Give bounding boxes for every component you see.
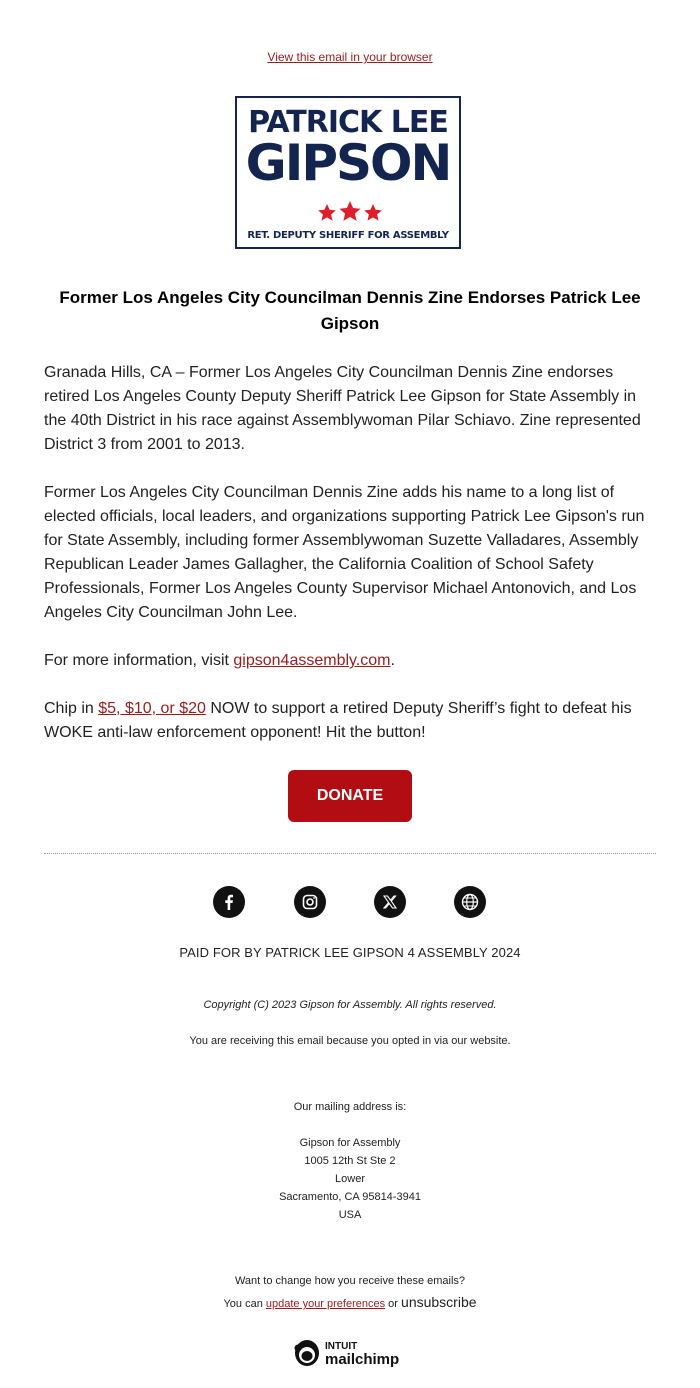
address-line: Sacramento, CA 95814-3941 xyxy=(279,1191,421,1203)
logo-line-2: GIPSON xyxy=(245,134,451,192)
facebook-icon[interactable] xyxy=(213,886,245,918)
unsubscribe-link[interactable]: unsubscribe xyxy=(401,1294,477,1310)
divider xyxy=(44,853,656,854)
mailing-address xyxy=(0,1134,700,1224)
view-in-browser-link[interactable]: View this email in your browser xyxy=(267,50,433,64)
logo-tagline: RET. DEPUTY SHERIFF FOR ASSEMBLY xyxy=(247,230,449,241)
paragraph-chip-in: Chip in $5, $10, or $20 NOW to support a retired Deputy Sheriff’s fight to defeat his WOKE anti-law enforcement opponent! Hit the button! xyxy=(44,700,632,741)
logo-stars xyxy=(237,198,459,229)
star-icon xyxy=(364,204,382,221)
copyright: Copyright (C) 2023 Gipson for Assembly. All rights reserved. xyxy=(203,999,497,1011)
logo-line-1: PATRICK LEE xyxy=(248,105,448,140)
update-preferences-link[interactable]: update your preferences xyxy=(265,1298,386,1310)
paragraph-more-info: For more information, visit gipson4assembly.com. xyxy=(44,652,395,669)
mailchimp-logo[interactable] xyxy=(291,1334,411,1370)
change-prompt: Want to change how you receive these emails? xyxy=(234,1275,466,1287)
svg-text:mailchimp: mailchimp xyxy=(325,1351,400,1368)
address-line: Lower xyxy=(335,1173,365,1185)
paragraph-supporters: Former Los Angeles City Councilman Dennis Zine adds his name to a long list of elected officials, local leaders, and organizations supporting Patrick Lee Gipson's run for State Assembly, including former Assemblywoman Suzette Valladares, Assembly Republican Leader James Gallagher, the California Coalition of School Safety Professionals, Former Los Angeles County Supervisor Michael Antonovich, and Los Angeles City Councilman John Lee. xyxy=(44,484,645,621)
freddie-icon xyxy=(295,1340,320,1366)
svg-text:INTUIT: INTUIT xyxy=(325,1341,358,1352)
paid-for-disclaimer: PAID FOR BY PATRICK LEE GIPSON 4 ASSEMBLY 2024 xyxy=(179,945,521,960)
donate-button[interactable]: DONATE xyxy=(288,770,412,822)
website-icon[interactable] xyxy=(454,886,486,918)
paragraph-intro: Granada Hills, CA – Former Los Angeles City Councilman Dennis Zine endorses retired Los Angeles County Deputy Sheriff Patrick Lee Gipson for State Assembly in the 40th District in his race against Assemblywoman Pilar Schiavo. Zine represented District 3 from 2001 to 2013. xyxy=(44,364,641,453)
campaign-logo xyxy=(235,96,461,249)
address-line: Gipson for Assembly xyxy=(299,1137,401,1149)
star-icon xyxy=(340,201,361,221)
social-links xyxy=(0,886,700,920)
x-icon[interactable] xyxy=(374,886,406,918)
instagram-icon[interactable] xyxy=(294,886,326,918)
view-in-browser xyxy=(0,50,700,64)
mailing-address-heading: Our mailing address is: xyxy=(293,1101,407,1113)
address-line: 1005 12th St Ste 2 xyxy=(304,1155,396,1167)
website-link[interactable]: gipson4assembly.com xyxy=(233,652,391,669)
address-line: USA xyxy=(338,1209,362,1221)
email-headline: Former Los Angeles City Councilman Dennis Zine Endorses Patrick Lee Gipson xyxy=(59,288,641,333)
receiving-notice: You are receiving this email because you opted in via our website. xyxy=(189,1035,511,1047)
preferences-line: You can update your preferences or unsubscribe xyxy=(223,1294,477,1310)
chip-in-link[interactable]: $5, $10, or $20 xyxy=(98,700,206,717)
star-icon xyxy=(318,204,336,221)
